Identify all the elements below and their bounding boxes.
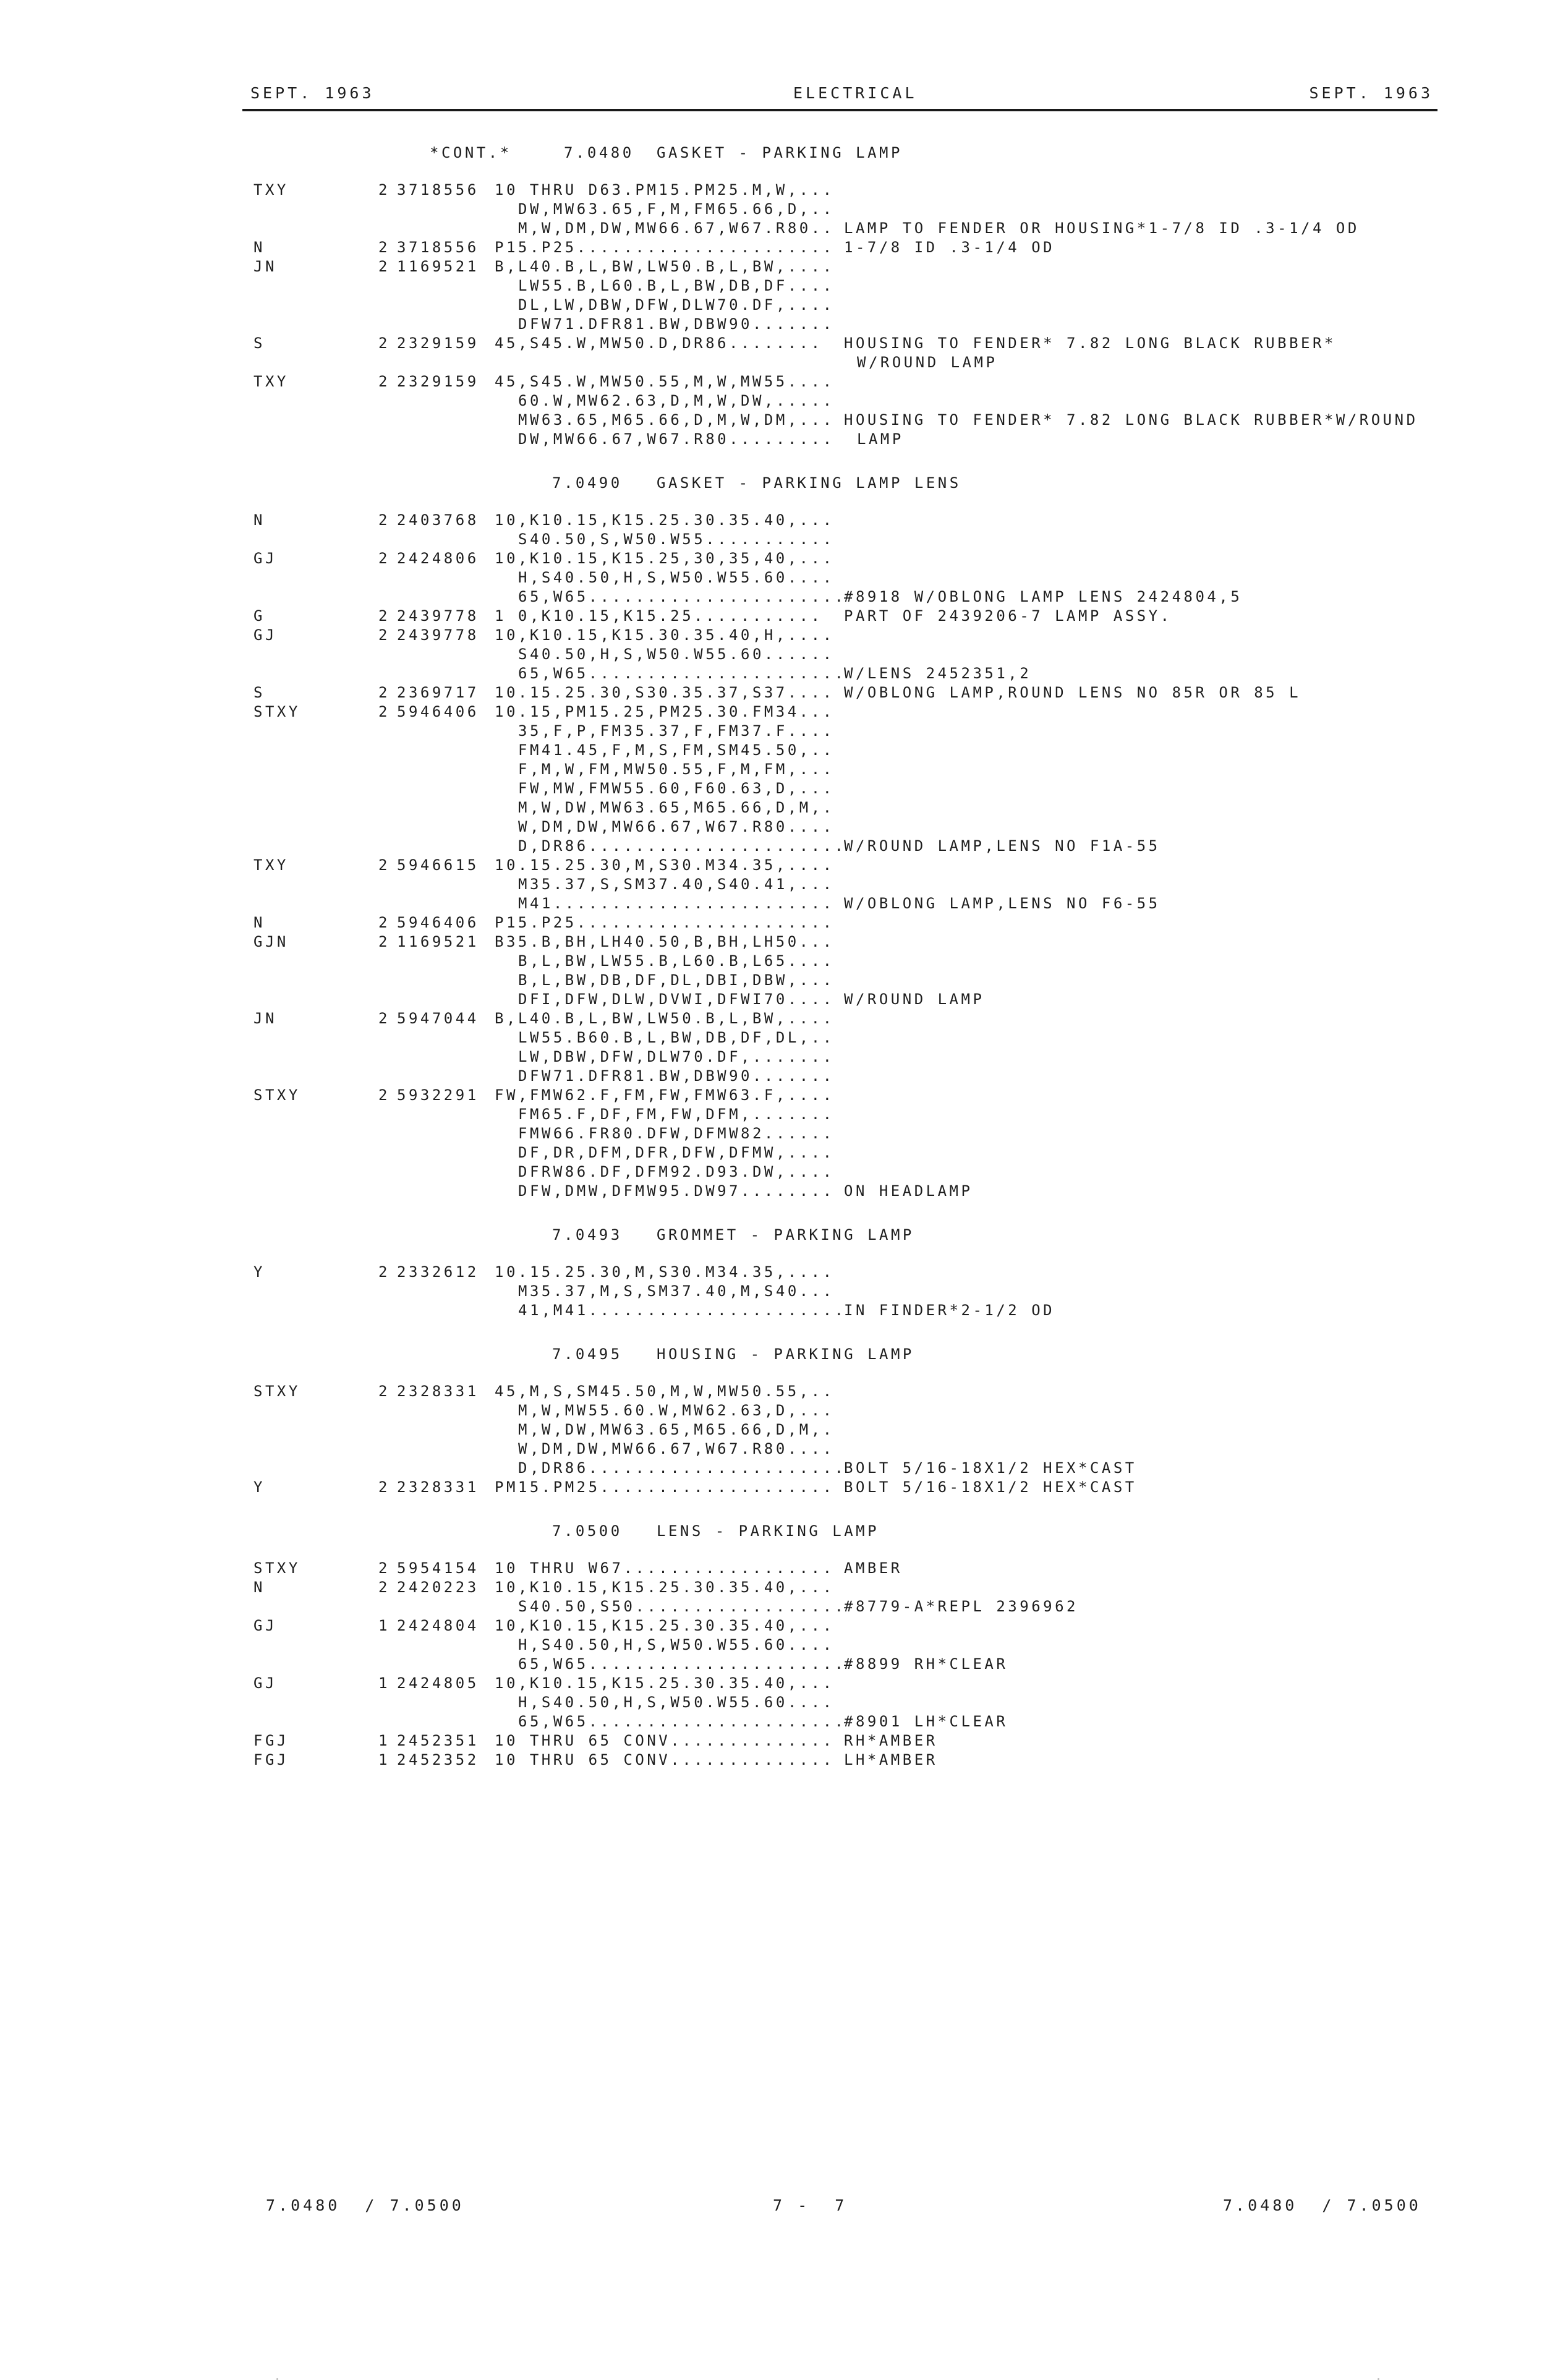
quantity: 2: [378, 1559, 390, 1577]
part-entry-continuation: [0, 219, 1563, 238]
application-text: B,L,BW,LW55.B,L60.B,L65....: [518, 952, 835, 970]
application-text: M,W,MW55.60.W,MW62.63,D,...: [518, 1402, 835, 1419]
part-number: 3718556: [397, 239, 479, 256]
part-entry-continuation: [0, 1693, 1563, 1712]
part-entry-continuation: [0, 952, 1563, 971]
description-text: W/OBLONG LAMP,LENS NO F6-55: [844, 895, 1161, 912]
continuation-marker: *CONT.*: [430, 144, 512, 161]
application-text: FMW66.FR80.DFW,DFMW82......: [518, 1125, 835, 1142]
part-entry-continuation: [0, 296, 1563, 315]
model-code: TXY: [253, 181, 289, 198]
quantity: 2: [378, 914, 390, 931]
header-left-date: SEPT. 1963: [250, 84, 375, 102]
part-entry-row: [0, 626, 1563, 645]
application-text: M35.37,M,S,SM37.40,M,S40...: [518, 1282, 835, 1300]
part-number: 5946406: [397, 914, 479, 931]
part-entry-row: [0, 1478, 1563, 1497]
part-entry-continuation: [0, 1162, 1563, 1182]
part-entry-row: [0, 1009, 1563, 1028]
part-number: 2420223: [397, 1579, 479, 1596]
quantity: 2: [378, 607, 390, 625]
model-code: STXY: [253, 1559, 300, 1577]
part-entry-continuation: [0, 664, 1563, 683]
application-text: FW,MW,FMW55.60,F60.63,D,...: [518, 780, 835, 797]
description-text: LH*AMBER: [844, 1751, 938, 1768]
application-text: M35.37,S,SM37.40,S40.41,...: [518, 876, 835, 893]
model-code: N: [253, 914, 265, 931]
application-text: MW63.65,M65.66,D,M,W,DM,...: [518, 411, 835, 429]
description-text: ON HEADLAMP: [844, 1182, 973, 1200]
quantity: 1: [378, 1732, 390, 1749]
part-entry-row: [0, 1578, 1563, 1597]
part-number: 2452352: [397, 1751, 479, 1768]
application-text: PM15.PM25....................: [495, 1478, 835, 1496]
model-code: N: [253, 239, 265, 256]
part-number: 2329159: [397, 373, 479, 390]
description-text: PART OF 2439206-7 LAMP ASSY.: [844, 607, 1172, 625]
footer-left-range: 7.0480 / 7.0500: [266, 2196, 464, 2214]
description-text: BOLT 5/16-18X1/2 HEX*CAST: [844, 1459, 1137, 1477]
part-entry-continuation: [0, 353, 1563, 372]
model-code: S: [253, 335, 265, 352]
application-text: 10 THRU 65 CONV..............: [495, 1732, 835, 1749]
application-text: H,S40.50,H,S,W50.W55.60....: [518, 1694, 835, 1711]
section-heading: [0, 1522, 1563, 1541]
part-entry-row: [0, 1616, 1563, 1636]
quantity: 2: [378, 181, 390, 198]
part-entry-continuation: [0, 817, 1563, 837]
application-text: P15.P25......................: [495, 914, 835, 931]
application-text: LW,DBW,DFW,DLW70.DF,.......: [518, 1048, 835, 1065]
description-text: LAMP TO FENDER OR HOUSING*1-7/8 ID .3-1/4 OD: [844, 220, 1360, 237]
section-title: GASKET - PARKING LAMP LENS: [657, 474, 961, 492]
application-text: B,L40.B,L,BW,LW50.B,L,BW,....: [495, 1010, 835, 1027]
part-number: 2424805: [397, 1674, 479, 1692]
quantity: 2: [378, 550, 390, 567]
part-entry-row: [0, 1751, 1563, 1770]
part-entry-row: [0, 702, 1563, 722]
part-entry-continuation: [0, 760, 1563, 779]
model-code: TXY: [253, 373, 289, 390]
application-text: B,L40.B,L,BW,LW50.B,L,BW,....: [495, 258, 835, 275]
part-number: 2332612: [397, 1263, 479, 1281]
part-number: 5947044: [397, 1010, 479, 1027]
application-text: DL,LW,DBW,DFW,DLW70.DF,....: [518, 296, 835, 313]
part-number: 2439778: [397, 607, 479, 625]
part-entry-row: [0, 181, 1563, 200]
part-number: 2439778: [397, 626, 479, 644]
part-number: 3718556: [397, 181, 479, 198]
part-entry-continuation: [0, 894, 1563, 913]
part-entry-continuation: [0, 1655, 1563, 1674]
description-text: AMBER: [844, 1559, 903, 1577]
section-heading: [0, 143, 1563, 163]
application-text: 10,K10.15,K15.25.30.35.40,...: [495, 1674, 835, 1692]
description-text: LAMP: [857, 430, 904, 448]
part-entry-row: [0, 856, 1563, 875]
description-text: 1-7/8 ID .3-1/4 OD: [844, 239, 1055, 256]
application-text: 10.15,PM15.25,PM25.30.FM34...: [495, 703, 835, 720]
description-text: #8779-A*REPL 2396962: [844, 1598, 1078, 1615]
application-text: 10,K10.15,K15.25,30,35,40,...: [495, 550, 835, 567]
part-entry-continuation: [0, 798, 1563, 817]
part-number: 5946615: [397, 856, 479, 874]
model-code: Y: [253, 1478, 265, 1496]
quantity: 2: [378, 373, 390, 390]
part-entry-row: [0, 257, 1563, 276]
part-number: 2328331: [397, 1383, 479, 1400]
quantity: 2: [378, 1263, 390, 1281]
quantity: 2: [378, 511, 390, 529]
part-entry-continuation: [0, 1124, 1563, 1143]
part-entry-row: [0, 607, 1563, 626]
part-entry-continuation: [0, 645, 1563, 664]
part-entry-continuation: [0, 276, 1563, 296]
application-text: 41,M41......................: [518, 1302, 846, 1319]
part-number: 2424804: [397, 1617, 479, 1634]
part-entry-continuation: [0, 1143, 1563, 1162]
application-text: LW55.B,L60.B,L,BW,DB,DF....: [518, 277, 835, 294]
model-code: GJ: [253, 1617, 277, 1634]
application-text: 10.15.25.30,S30.35.37,S37....: [495, 684, 835, 701]
part-entry-continuation: [0, 1440, 1563, 1459]
section-number: 7.0490: [552, 474, 623, 492]
part-entry-continuation: [0, 1459, 1563, 1478]
quantity: 2: [378, 703, 390, 720]
application-text: W,DM,DW,MW66.67,W67.R80....: [518, 818, 835, 835]
part-entry-continuation: [0, 530, 1563, 549]
application-text: B35.B,BH,LH40.50,B,BH,LH50...: [495, 933, 835, 950]
application-text: FW,FMW62.F,FM,FW,FMW63.F,....: [495, 1086, 835, 1104]
application-text: S40.50,H,S,W50.W55.60......: [518, 646, 835, 663]
section-heading: [0, 1345, 1563, 1364]
part-entry-continuation: [0, 568, 1563, 587]
part-number: 2328331: [397, 1478, 479, 1496]
part-number: 2452351: [397, 1732, 479, 1749]
application-text: M,W,DM,DW,MW66.67,W67.R80..: [518, 220, 835, 237]
section-title: LENS - PARKING LAMP: [657, 1522, 880, 1540]
application-text: D,DR86......................: [518, 1459, 846, 1477]
part-entry-continuation: [0, 1597, 1563, 1616]
application-text: S40.50,S,W50.W55...........: [518, 531, 835, 548]
part-entry-continuation: [0, 1182, 1563, 1201]
quantity: 2: [378, 1010, 390, 1027]
model-code: S: [253, 684, 265, 701]
quantity: 2: [378, 1478, 390, 1496]
part-entry-row: [0, 511, 1563, 530]
part-number: 5954154: [397, 1559, 479, 1577]
part-entry-continuation: [0, 779, 1563, 798]
application-text: DFW71.DFR81.BW,DBW90.......: [518, 315, 835, 333]
model-code: GJN: [253, 933, 289, 950]
description-text: IN FINDER*2-1/2 OD: [844, 1302, 1055, 1319]
part-entry-continuation: [0, 1712, 1563, 1731]
section-title: HOUSING - PARKING LAMP: [657, 1346, 914, 1363]
description-text: W/ROUND LAMP: [857, 354, 998, 371]
part-entry-row: [0, 1263, 1563, 1282]
application-text: DW,MW66.67,W67.R80.........: [518, 430, 835, 448]
description-text: W/ROUND LAMP,LENS NO F1A-55: [844, 837, 1161, 855]
quantity: 2: [378, 335, 390, 352]
application-text: 1 0,K10.15,K15.25...........: [495, 607, 823, 625]
application-text: 45,M,S,SM45.50,M,W,MW50.55,..: [495, 1383, 835, 1400]
description-text: #8899 RH*CLEAR: [844, 1655, 1008, 1673]
part-number: 2403768: [397, 511, 479, 529]
application-text: 10.15.25.30,M,S30.M34.35,....: [495, 856, 835, 874]
description-text: #8918 W/OBLONG LAMP LENS 2424804,5: [844, 588, 1243, 605]
application-text: 45,S45.W,MW50.55,M,W,MW55....: [495, 373, 835, 390]
model-code: FGJ: [253, 1751, 289, 1768]
model-code: N: [253, 1579, 265, 1596]
part-entry-continuation: [0, 1028, 1563, 1047]
application-text: M41........................: [518, 895, 835, 912]
model-code: STXY: [253, 1086, 300, 1104]
application-text: 65,W65......................: [518, 1655, 846, 1673]
part-number: 5946406: [397, 703, 479, 720]
application-text: 60.W,MW62.63,D,M,W,DW,.....: [518, 392, 835, 409]
part-entry-continuation: [0, 1301, 1563, 1320]
model-code: GJ: [253, 1674, 277, 1692]
part-entry-continuation: [0, 200, 1563, 219]
part-entry-row: [0, 932, 1563, 952]
part-number: 2369717: [397, 684, 479, 701]
part-entry-continuation: [0, 587, 1563, 607]
model-code: STXY: [253, 1383, 300, 1400]
quantity: 2: [378, 239, 390, 256]
part-number: 2329159: [397, 335, 479, 352]
part-entry-continuation: [0, 990, 1563, 1009]
part-entry-continuation: [0, 1420, 1563, 1440]
part-entry-continuation: [0, 1067, 1563, 1086]
part-entry-continuation: [0, 411, 1563, 430]
description-text: HOUSING TO FENDER* 7.82 LONG BLACK RUBBER*W/ROUND: [844, 411, 1418, 429]
application-text: 65,W65......................: [518, 1713, 846, 1730]
quantity: 2: [378, 1579, 390, 1596]
quantity: 2: [378, 856, 390, 874]
description-text: W/ROUND LAMP: [844, 991, 985, 1008]
application-text: 45,S45.W,MW50.D,DR86........: [495, 335, 823, 352]
quantity: 1: [378, 1674, 390, 1692]
description-text: W/OBLONG LAMP,ROUND LENS NO 85R OR 85 L: [844, 684, 1301, 701]
part-number: 2424806: [397, 550, 479, 567]
part-entry-continuation: [0, 722, 1563, 741]
part-entry-continuation: [0, 1105, 1563, 1124]
application-text: 10.15.25.30,M,S30.M34.35,....: [495, 1263, 835, 1281]
section-number: 7.0495: [552, 1346, 623, 1363]
application-text: M,W,DW,MW63.65,M65.66,D,M,.: [518, 1421, 835, 1438]
application-text: W,DM,DW,MW66.67,W67.R80....: [518, 1440, 835, 1457]
model-code: Y: [253, 1263, 265, 1281]
part-entry-continuation: [0, 1047, 1563, 1067]
part-entry-row: [0, 372, 1563, 391]
section-heading: [0, 474, 1563, 493]
section-heading: [0, 1226, 1563, 1245]
application-text: 10,K10.15,K15.25.30.35.40,...: [495, 511, 835, 529]
application-text: P15.P25......................: [495, 239, 835, 256]
application-text: M,W,DW,MW63.65,M65.66,D,M,.: [518, 799, 835, 816]
section-number: 7.0500: [552, 1522, 623, 1540]
application-text: 65,W65......................: [518, 588, 846, 605]
footer-right-range: 7.0480 / 7.0500: [1223, 2196, 1421, 2214]
part-entry-row: [0, 334, 1563, 353]
description-text: BOLT 5/16-18X1/2 HEX*CAST: [844, 1478, 1137, 1496]
part-entry-row: [0, 238, 1563, 257]
model-code: FGJ: [253, 1732, 289, 1749]
model-code: GJ: [253, 626, 277, 644]
application-text: DFW71.DFR81.BW,DBW90.......: [518, 1067, 835, 1085]
part-entry-row: [0, 1086, 1563, 1105]
model-code: TXY: [253, 856, 289, 874]
section-number: 7.0493: [552, 1226, 623, 1243]
application-text: 10 THRU D63.PM15.PM25.M,W,...: [495, 181, 835, 198]
application-text: LW55.B60.B,L,BW,DB,DF,DL,..: [518, 1029, 835, 1046]
application-text: H,S40.50,H,S,W50.W55.60....: [518, 1636, 835, 1653]
section-number: 7.0480: [564, 144, 634, 161]
application-text: FM41.45,F,M,S,FM,SM45.50,..: [518, 741, 835, 759]
part-entry-row: [0, 913, 1563, 932]
description-text: #8901 LH*CLEAR: [844, 1713, 1008, 1730]
application-text: DW,MW63.65,F,M,FM65.66,D,..: [518, 200, 835, 218]
quantity: 2: [378, 1383, 390, 1400]
part-number: 5932291: [397, 1086, 479, 1104]
application-text: 10,K10.15,K15.25.30.35.40,...: [495, 1579, 835, 1596]
part-entry-continuation: [0, 430, 1563, 449]
quantity: 2: [378, 684, 390, 701]
quantity: 1: [378, 1617, 390, 1634]
model-code: JN: [253, 258, 277, 275]
header-right-date: SEPT. 1963: [1309, 84, 1433, 102]
description-text: W/LENS 2452351,2: [844, 665, 1032, 682]
description-text: RH*AMBER: [844, 1732, 938, 1749]
part-entry-row: [0, 1559, 1563, 1578]
part-entry-continuation: [0, 1401, 1563, 1420]
model-code: G: [253, 607, 265, 625]
application-text: 10 THRU 65 CONV..............: [495, 1751, 835, 1768]
quantity: 2: [378, 933, 390, 950]
application-text: 10 THRU W67..................: [495, 1559, 835, 1577]
application-text: 65,W65......................: [518, 665, 846, 682]
header-section-title: ELECTRICAL: [793, 84, 918, 102]
part-number: 1169521: [397, 933, 479, 950]
application-text: FM65.F,DF,FM,FW,DFM,.......: [518, 1106, 835, 1123]
application-text: H,S40.50,H,S,W50.W55.60....: [518, 569, 835, 586]
application-text: 10,K10.15,K15.25.30.35.40,...: [495, 1617, 835, 1634]
quantity: 2: [378, 1086, 390, 1104]
part-entry-row: [0, 1674, 1563, 1693]
part-entry-continuation: [0, 971, 1563, 990]
application-text: S40.50,S50..................: [518, 1598, 846, 1615]
quantity: 2: [378, 258, 390, 275]
application-text: DFW,DMW,DFMW95.DW97........: [518, 1182, 835, 1200]
part-entry-continuation: [0, 1636, 1563, 1655]
application-text: 10,K10.15,K15.30.35.40,H,....: [495, 626, 835, 644]
application-text: DFI,DFW,DLW,DVWI,DFWI70....: [518, 991, 835, 1008]
footer-page-number: 7 - 7: [773, 2196, 848, 2214]
part-entry-continuation: [0, 875, 1563, 894]
part-entry-row: [0, 683, 1563, 702]
section-title: GROMMET - PARKING LAMP: [657, 1226, 914, 1243]
application-text: DF,DR,DFM,DFR,DFW,DFMW,....: [518, 1144, 835, 1161]
part-entry-row: [0, 1731, 1563, 1751]
part-entry-row: [0, 1382, 1563, 1401]
model-code: GJ: [253, 550, 277, 567]
part-entry-row: [0, 549, 1563, 568]
application-text: D,DR86......................: [518, 837, 846, 855]
part-number: 1169521: [397, 258, 479, 275]
part-entry-continuation: [0, 1282, 1563, 1301]
page-footer: [0, 2196, 1563, 2217]
quantity: 1: [378, 1751, 390, 1768]
model-code: STXY: [253, 703, 300, 720]
application-text: F,M,W,FM,MW50.55,F,M,FM,...: [518, 761, 835, 778]
section-title: GASKET - PARKING LAMP: [657, 144, 903, 161]
model-code: JN: [253, 1010, 277, 1027]
part-entry-continuation: [0, 741, 1563, 760]
model-code: N: [253, 511, 265, 529]
description-text: HOUSING TO FENDER* 7.82 LONG BLACK RUBBER*: [844, 335, 1336, 352]
application-text: DFRW86.DF,DFM92.D93.DW,....: [518, 1163, 835, 1180]
quantity: 2: [378, 626, 390, 644]
part-entry-continuation: [0, 837, 1563, 856]
application-text: B,L,BW,DB,DF,DL,DBI,DBW,...: [518, 971, 835, 989]
application-text: 35,F,P,FM35.37,F,FM37.F....: [518, 722, 835, 740]
part-entry-continuation: [0, 315, 1563, 334]
part-entry-continuation: [0, 391, 1563, 411]
